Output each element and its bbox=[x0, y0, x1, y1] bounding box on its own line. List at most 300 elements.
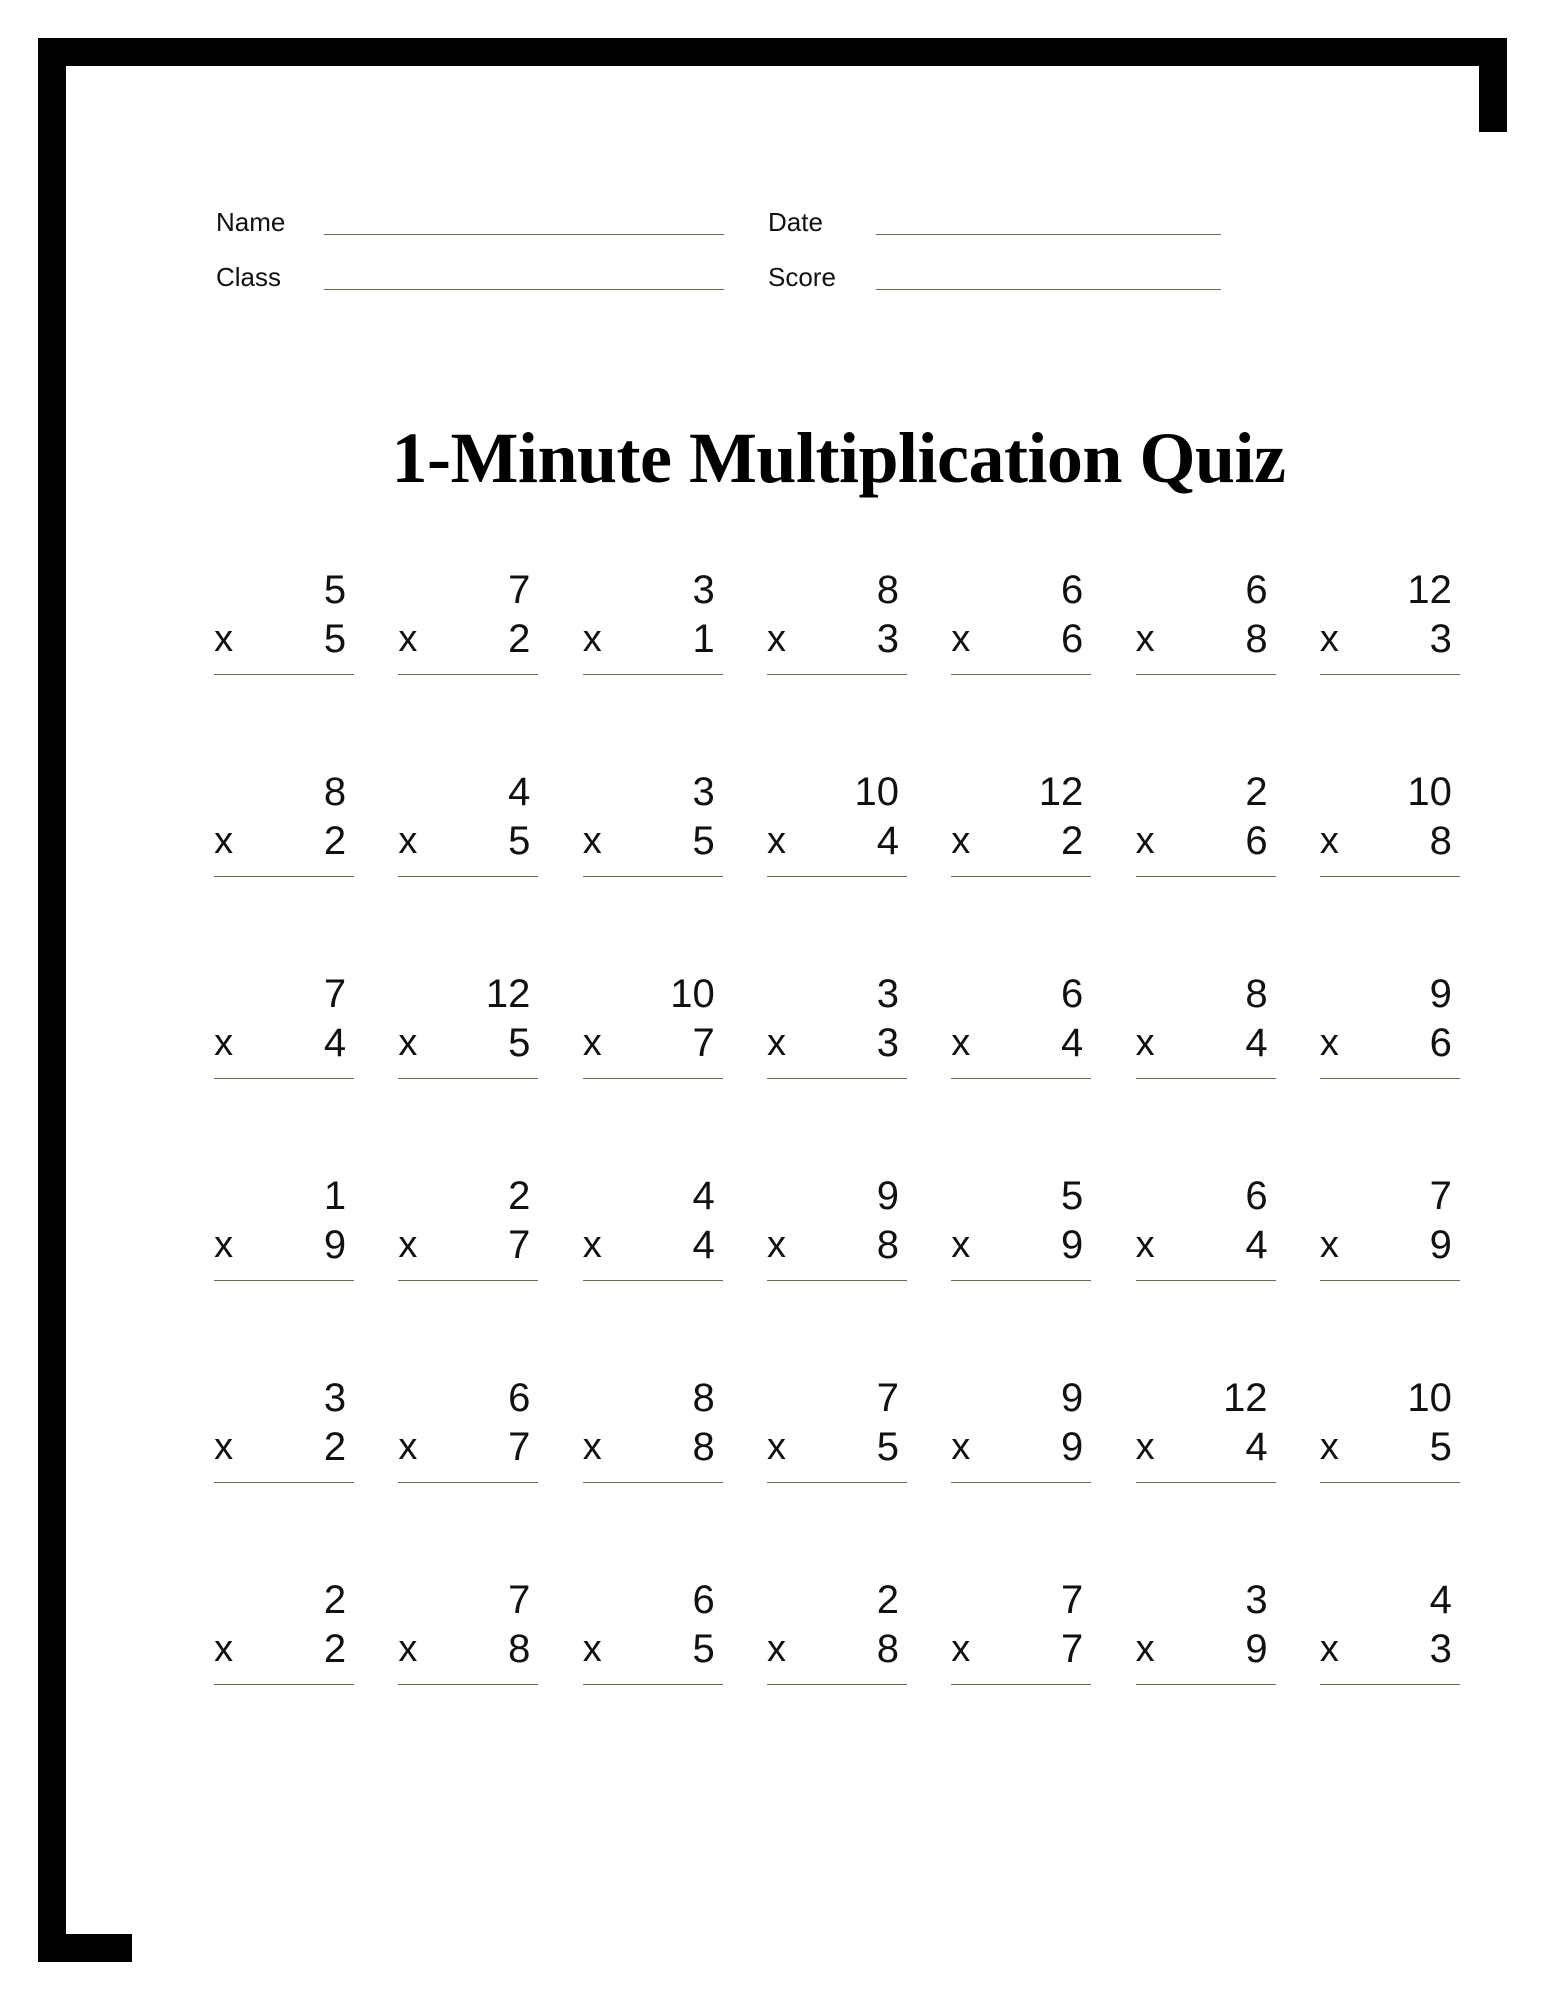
multiply-operator-icon: x bbox=[1319, 1224, 1339, 1267]
multiplicand: 2 bbox=[876, 1578, 899, 1623]
multiplication-problem bbox=[214, 562, 354, 764]
multiplication-problem bbox=[1136, 1572, 1276, 1774]
multiplicand: 6 bbox=[1061, 972, 1084, 1017]
problem-second-row bbox=[951, 1221, 1091, 1270]
answer-line[interactable] bbox=[767, 876, 907, 877]
worksheet-sheet bbox=[132, 132, 1545, 2000]
multiplicand: 2 bbox=[323, 1578, 347, 1623]
problem-first-row bbox=[398, 566, 538, 615]
multiply-operator-icon: x bbox=[582, 1628, 602, 1671]
answer-line[interactable] bbox=[398, 1482, 538, 1483]
multiplicand: 2 bbox=[508, 1174, 531, 1219]
answer-line[interactable] bbox=[583, 674, 723, 675]
multiplication-problem bbox=[1136, 764, 1276, 966]
multiplicand: 7 bbox=[508, 1578, 531, 1623]
problem-first-row bbox=[398, 970, 538, 1019]
multiply-operator-icon: x bbox=[951, 1022, 971, 1065]
multiplicand: 6 bbox=[1245, 568, 1268, 613]
answer-line[interactable] bbox=[1136, 1482, 1276, 1483]
problem-second-row bbox=[1136, 1221, 1276, 1270]
answer-line[interactable] bbox=[1320, 674, 1460, 675]
problem-first-row bbox=[767, 1576, 907, 1625]
multiplier: 5 bbox=[323, 617, 347, 662]
multiplication-problem bbox=[951, 1168, 1091, 1370]
multiply-operator-icon: x bbox=[766, 1022, 786, 1065]
problem-second-row bbox=[398, 1019, 538, 1068]
multiplicand: 5 bbox=[1061, 1174, 1084, 1219]
multiplication-problem bbox=[767, 1572, 907, 1774]
multiply-operator-icon: x bbox=[398, 820, 418, 863]
answer-line[interactable] bbox=[214, 1078, 354, 1079]
problem-second-row bbox=[1320, 1019, 1460, 1068]
multiplier: 9 bbox=[1245, 1627, 1268, 1672]
problem-second-row bbox=[1320, 817, 1460, 866]
problem-second-row bbox=[583, 1221, 723, 1270]
answer-line[interactable] bbox=[767, 1482, 907, 1483]
multiplication-problem bbox=[1320, 966, 1460, 1168]
multiplication-problem bbox=[398, 1370, 538, 1572]
answer-line[interactable] bbox=[767, 1684, 907, 1685]
problem-first-row bbox=[1136, 1172, 1276, 1221]
score-field[interactable] bbox=[768, 263, 1221, 290]
multiplier: 5 bbox=[692, 819, 715, 864]
multiplier: 2 bbox=[508, 617, 531, 662]
problem-first-row bbox=[951, 1374, 1091, 1423]
header-row-2 bbox=[216, 263, 1466, 290]
problem-second-row bbox=[951, 1423, 1091, 1472]
multiplicand: 10 bbox=[1407, 770, 1452, 815]
problem-second-row bbox=[1320, 1221, 1460, 1270]
problem-first-row bbox=[398, 768, 538, 817]
multiplication-problem bbox=[767, 1168, 907, 1370]
answer-line[interactable] bbox=[398, 876, 538, 877]
problem-first-row bbox=[398, 1172, 538, 1221]
multiplication-problem bbox=[214, 1370, 354, 1572]
problem-second-row bbox=[583, 1423, 723, 1472]
problem-first-row bbox=[214, 970, 354, 1019]
multiplication-problem bbox=[583, 966, 723, 1168]
answer-line[interactable] bbox=[398, 1684, 538, 1685]
multiplication-problem bbox=[398, 562, 538, 764]
problem-first-row bbox=[1136, 1374, 1276, 1423]
multiplicand: 12 bbox=[1407, 568, 1452, 613]
multiplicand: 10 bbox=[670, 972, 715, 1017]
multiplicand: 9 bbox=[1061, 1376, 1084, 1421]
multiplier: 4 bbox=[1245, 1223, 1268, 1268]
multiplicand: 3 bbox=[692, 568, 715, 613]
date-label: Date bbox=[768, 207, 823, 237]
answer-line[interactable] bbox=[1320, 876, 1460, 877]
multiplication-problem bbox=[951, 1370, 1091, 1572]
answer-line[interactable] bbox=[214, 1482, 354, 1483]
multiplier: 7 bbox=[508, 1223, 531, 1268]
answer-line[interactable] bbox=[583, 1684, 723, 1685]
answer-line[interactable] bbox=[767, 674, 907, 675]
answer-line[interactable] bbox=[767, 1078, 907, 1079]
problem-second-row bbox=[951, 1019, 1091, 1068]
multiplier: 9 bbox=[323, 1223, 347, 1268]
header-fields bbox=[216, 208, 1466, 318]
answer-line[interactable] bbox=[398, 1078, 538, 1079]
multiplication-problem bbox=[1136, 966, 1276, 1168]
multiplier: 5 bbox=[1429, 1425, 1452, 1470]
answer-line[interactable] bbox=[951, 876, 1091, 877]
answer-line[interactable] bbox=[1320, 1482, 1460, 1483]
multiplier: 4 bbox=[876, 819, 899, 864]
problem-second-row bbox=[1136, 1423, 1276, 1472]
multiply-operator-icon: x bbox=[1135, 618, 1155, 661]
problem-first-row bbox=[1320, 1172, 1460, 1221]
multiplier: 8 bbox=[876, 1223, 899, 1268]
multiplicand: 4 bbox=[692, 1174, 715, 1219]
problem-first-row bbox=[583, 1374, 723, 1423]
problem-first-row bbox=[583, 1172, 723, 1221]
multiplication-problem bbox=[951, 562, 1091, 764]
multiplier: 5 bbox=[876, 1425, 899, 1470]
multiply-operator-icon: x bbox=[1319, 820, 1339, 863]
multiplicand: 3 bbox=[1245, 1578, 1268, 1623]
answer-line[interactable] bbox=[1136, 1280, 1276, 1281]
problem-first-row bbox=[1136, 566, 1276, 615]
problem-second-row bbox=[583, 615, 723, 664]
multiply-operator-icon: x bbox=[1135, 1426, 1155, 1469]
score-label: Score bbox=[768, 262, 836, 292]
problem-second-row bbox=[398, 1221, 538, 1270]
multiplication-problem bbox=[767, 764, 907, 966]
problem-second-row bbox=[767, 817, 907, 866]
problem-first-row bbox=[214, 768, 354, 817]
multiply-operator-icon: x bbox=[951, 820, 971, 863]
answer-line[interactable] bbox=[398, 1280, 538, 1281]
problem-first-row bbox=[1320, 768, 1460, 817]
multiplicand: 3 bbox=[692, 770, 715, 815]
multiply-operator-icon: x bbox=[951, 618, 971, 661]
multiplier: 3 bbox=[1429, 1627, 1452, 1672]
problem-second-row bbox=[1320, 615, 1460, 664]
answer-line[interactable] bbox=[214, 1684, 354, 1685]
answer-line[interactable] bbox=[214, 876, 354, 877]
multiplier: 5 bbox=[508, 1021, 531, 1066]
multiplication-problem bbox=[1136, 1370, 1276, 1572]
multiplier: 9 bbox=[1061, 1223, 1084, 1268]
multiplier: 6 bbox=[1061, 617, 1084, 662]
problem-first-row bbox=[767, 1374, 907, 1423]
multiply-operator-icon: x bbox=[1319, 618, 1339, 661]
answer-line[interactable] bbox=[1320, 1078, 1460, 1079]
page-border-frame bbox=[38, 38, 1507, 1962]
answer-line[interactable] bbox=[767, 1280, 907, 1281]
multiplier: 1 bbox=[692, 617, 715, 662]
multiply-operator-icon: x bbox=[398, 1628, 418, 1671]
page-title: 1-Minute Multiplication Quiz bbox=[391, 418, 1286, 498]
multiplier: 2 bbox=[1061, 819, 1084, 864]
problem-second-row bbox=[214, 615, 354, 664]
multiplication-problem bbox=[583, 764, 723, 966]
multiply-operator-icon: x bbox=[766, 820, 786, 863]
problem-first-row bbox=[951, 970, 1091, 1019]
multiplication-problem bbox=[1320, 1572, 1460, 1774]
problem-first-row bbox=[1320, 566, 1460, 615]
class-label: Class bbox=[216, 262, 282, 292]
multiplier: 3 bbox=[876, 1021, 899, 1066]
multiplicand: 6 bbox=[1061, 568, 1084, 613]
multiplier: 4 bbox=[692, 1223, 715, 1268]
problem-second-row bbox=[398, 1423, 538, 1472]
multiply-operator-icon: x bbox=[1135, 1022, 1155, 1065]
multiplicand: 1 bbox=[323, 1174, 347, 1219]
multiplication-problem bbox=[1136, 562, 1276, 764]
multiplier: 6 bbox=[1245, 819, 1268, 864]
multiplier: 7 bbox=[1061, 1627, 1084, 1672]
multiplication-problem bbox=[951, 764, 1091, 966]
multiplicand: 9 bbox=[1429, 972, 1452, 1017]
answer-line[interactable] bbox=[1320, 1280, 1460, 1281]
problem-second-row bbox=[767, 1221, 907, 1270]
date-field[interactable] bbox=[768, 208, 1221, 235]
problem-second-row bbox=[214, 1221, 354, 1270]
multiplicand: 6 bbox=[1245, 1174, 1268, 1219]
answer-line[interactable] bbox=[583, 1482, 723, 1483]
multiply-operator-icon: x bbox=[582, 618, 602, 661]
multiplicand: 7 bbox=[876, 1376, 899, 1421]
multiplicand: 10 bbox=[1407, 1376, 1452, 1421]
multiply-operator-icon: x bbox=[582, 1426, 602, 1469]
score-write-line[interactable] bbox=[876, 263, 1221, 290]
multiplicand: 8 bbox=[1245, 972, 1268, 1017]
multiplication-problem bbox=[951, 966, 1091, 1168]
multiplicand: 8 bbox=[692, 1376, 715, 1421]
multiplier: 4 bbox=[1245, 1021, 1268, 1066]
date-write-line[interactable] bbox=[876, 208, 1221, 235]
multiplication-problem bbox=[583, 1370, 723, 1572]
answer-line[interactable] bbox=[951, 674, 1091, 675]
problem-first-row bbox=[398, 1576, 538, 1625]
multiplication-problem bbox=[398, 1572, 538, 1774]
multiplication-problem bbox=[767, 966, 907, 1168]
answer-line[interactable] bbox=[1136, 1078, 1276, 1079]
multiplier: 3 bbox=[876, 617, 899, 662]
multiplier: 2 bbox=[323, 1627, 347, 1672]
multiplicand: 6 bbox=[508, 1376, 531, 1421]
multiplier: 9 bbox=[1429, 1223, 1452, 1268]
header-row-1 bbox=[216, 208, 1466, 235]
multiplier: 5 bbox=[508, 819, 531, 864]
multiplication-problem bbox=[583, 1168, 723, 1370]
problem-first-row bbox=[398, 1374, 538, 1423]
multiply-operator-icon: x bbox=[582, 820, 602, 863]
multiply-operator-icon: x bbox=[951, 1426, 971, 1469]
answer-line[interactable] bbox=[398, 674, 538, 675]
multiply-operator-icon: x bbox=[398, 618, 418, 661]
multiplicand: 4 bbox=[1429, 1578, 1452, 1623]
multiply-operator-icon: x bbox=[214, 618, 234, 661]
multiplication-problem bbox=[951, 1572, 1091, 1774]
problem-second-row bbox=[398, 615, 538, 664]
multiplicand: 7 bbox=[1061, 1578, 1084, 1623]
problem-second-row bbox=[583, 1625, 723, 1674]
answer-line[interactable] bbox=[951, 1684, 1091, 1685]
problem-second-row bbox=[1136, 1019, 1276, 1068]
problem-grid bbox=[192, 562, 1482, 1774]
multiply-operator-icon: x bbox=[1135, 820, 1155, 863]
problem-second-row bbox=[767, 615, 907, 664]
name-field[interactable] bbox=[216, 208, 724, 235]
multiply-operator-icon: x bbox=[1319, 1628, 1339, 1671]
multiplication-problem bbox=[398, 764, 538, 966]
multiplication-problem bbox=[398, 966, 538, 1168]
multiplier: 7 bbox=[508, 1425, 531, 1470]
problem-second-row bbox=[583, 817, 723, 866]
answer-line[interactable] bbox=[1136, 876, 1276, 877]
answer-line[interactable] bbox=[583, 876, 723, 877]
problem-second-row bbox=[1320, 1625, 1460, 1674]
problem-second-row bbox=[767, 1423, 907, 1472]
class-field[interactable] bbox=[216, 263, 724, 290]
multiply-operator-icon: x bbox=[1135, 1224, 1155, 1267]
multiplicand: 10 bbox=[854, 770, 899, 815]
problem-first-row bbox=[583, 768, 723, 817]
multiplier: 4 bbox=[1061, 1021, 1084, 1066]
problem-second-row bbox=[1320, 1423, 1460, 1472]
multiplier: 8 bbox=[508, 1627, 531, 1672]
problem-second-row bbox=[1136, 615, 1276, 664]
multiplication-problem bbox=[1136, 1168, 1276, 1370]
multiply-operator-icon: x bbox=[214, 820, 234, 863]
multiplier: 5 bbox=[692, 1627, 715, 1672]
multiply-operator-icon: x bbox=[214, 1628, 234, 1671]
problem-first-row bbox=[951, 768, 1091, 817]
multiplicand: 8 bbox=[323, 770, 347, 815]
multiplication-problem bbox=[214, 1168, 354, 1370]
multiplier: 2 bbox=[323, 1425, 347, 1470]
multiplication-problem bbox=[214, 1572, 354, 1774]
problem-second-row bbox=[767, 1625, 907, 1674]
multiply-operator-icon: x bbox=[398, 1022, 418, 1065]
answer-line[interactable] bbox=[951, 1078, 1091, 1079]
multiplication-problem bbox=[583, 562, 723, 764]
problem-second-row bbox=[951, 817, 1091, 866]
multiplier: 7 bbox=[692, 1021, 715, 1066]
multiplication-problem bbox=[1320, 1370, 1460, 1572]
problem-first-row bbox=[214, 1374, 354, 1423]
multiplicand: 6 bbox=[692, 1578, 715, 1623]
multiplicand: 9 bbox=[876, 1174, 899, 1219]
answer-line[interactable] bbox=[951, 1482, 1091, 1483]
name-label: Name bbox=[216, 207, 286, 237]
multiplicand: 4 bbox=[508, 770, 531, 815]
problem-first-row bbox=[1320, 970, 1460, 1019]
multiplication-problem bbox=[767, 562, 907, 764]
answer-line[interactable] bbox=[951, 1280, 1091, 1281]
problem-second-row bbox=[214, 1019, 354, 1068]
multiplication-problem bbox=[1320, 764, 1460, 966]
problem-first-row bbox=[951, 1172, 1091, 1221]
multiplication-problem bbox=[583, 1572, 723, 1774]
multiply-operator-icon: x bbox=[766, 618, 786, 661]
answer-line[interactable] bbox=[1136, 1684, 1276, 1685]
multiply-operator-icon: x bbox=[766, 1426, 786, 1469]
class-write-line[interactable] bbox=[324, 263, 724, 290]
multiplicand: 7 bbox=[508, 568, 531, 613]
multiplicand: 12 bbox=[1038, 770, 1084, 815]
multiplier: 2 bbox=[323, 819, 347, 864]
answer-line[interactable] bbox=[214, 674, 354, 675]
problem-second-row bbox=[214, 1625, 354, 1674]
multiplier: 4 bbox=[1245, 1425, 1268, 1470]
multiplicand: 8 bbox=[876, 568, 899, 613]
problem-first-row bbox=[583, 970, 723, 1019]
problem-first-row bbox=[767, 768, 907, 817]
problem-second-row bbox=[1136, 1625, 1276, 1674]
multiplier: 8 bbox=[1429, 819, 1452, 864]
multiply-operator-icon: x bbox=[214, 1224, 234, 1267]
multiplication-problem bbox=[767, 1370, 907, 1572]
problem-first-row bbox=[767, 970, 907, 1019]
problem-first-row bbox=[214, 1172, 354, 1221]
multiply-operator-icon: x bbox=[398, 1224, 418, 1267]
problem-second-row bbox=[951, 1625, 1091, 1674]
multiplier: 3 bbox=[1429, 617, 1452, 662]
problem-second-row bbox=[214, 1423, 354, 1472]
multiplicand: 12 bbox=[485, 972, 531, 1017]
multiply-operator-icon: x bbox=[214, 1426, 234, 1469]
problem-second-row bbox=[767, 1019, 907, 1068]
multiplicand: 7 bbox=[1429, 1174, 1452, 1219]
answer-line[interactable] bbox=[1320, 1684, 1460, 1685]
multiply-operator-icon: x bbox=[582, 1224, 602, 1267]
multiplicand: 3 bbox=[876, 972, 899, 1017]
problem-second-row bbox=[398, 817, 538, 866]
multiply-operator-icon: x bbox=[398, 1426, 418, 1469]
problem-first-row bbox=[214, 566, 354, 615]
multiplicand: 12 bbox=[1223, 1376, 1268, 1421]
problem-first-row bbox=[1320, 1374, 1460, 1423]
problem-first-row bbox=[583, 566, 723, 615]
problem-second-row bbox=[583, 1019, 723, 1068]
multiplication-problem bbox=[214, 764, 354, 966]
problem-second-row bbox=[398, 1625, 538, 1674]
answer-line[interactable] bbox=[214, 1280, 354, 1281]
problem-first-row bbox=[214, 1576, 354, 1625]
multiply-operator-icon: x bbox=[766, 1628, 786, 1671]
problem-first-row bbox=[1136, 768, 1276, 817]
problem-first-row bbox=[951, 1576, 1091, 1625]
multiplication-problem bbox=[1320, 1168, 1460, 1370]
name-write-line[interactable] bbox=[324, 208, 724, 235]
multiplier: 8 bbox=[876, 1627, 899, 1672]
problem-first-row bbox=[767, 1172, 907, 1221]
problem-first-row bbox=[767, 566, 907, 615]
problem-second-row bbox=[1136, 817, 1276, 866]
answer-line[interactable] bbox=[583, 1280, 723, 1281]
multiplicand: 5 bbox=[323, 568, 347, 613]
multiplication-problem bbox=[1320, 562, 1460, 764]
multiply-operator-icon: x bbox=[1319, 1022, 1339, 1065]
problem-first-row bbox=[1136, 970, 1276, 1019]
multiplier: 8 bbox=[692, 1425, 715, 1470]
multiply-operator-icon: x bbox=[1319, 1426, 1339, 1469]
problem-second-row bbox=[214, 817, 354, 866]
multiplication-problem bbox=[214, 966, 354, 1168]
answer-line[interactable] bbox=[1136, 674, 1276, 675]
problem-first-row bbox=[1136, 1576, 1276, 1625]
problem-second-row bbox=[951, 615, 1091, 664]
answer-line[interactable] bbox=[583, 1078, 723, 1079]
multiply-operator-icon: x bbox=[766, 1224, 786, 1267]
problem-first-row bbox=[951, 566, 1091, 615]
multiplier: 9 bbox=[1061, 1425, 1084, 1470]
multiplication-problem bbox=[398, 1168, 538, 1370]
